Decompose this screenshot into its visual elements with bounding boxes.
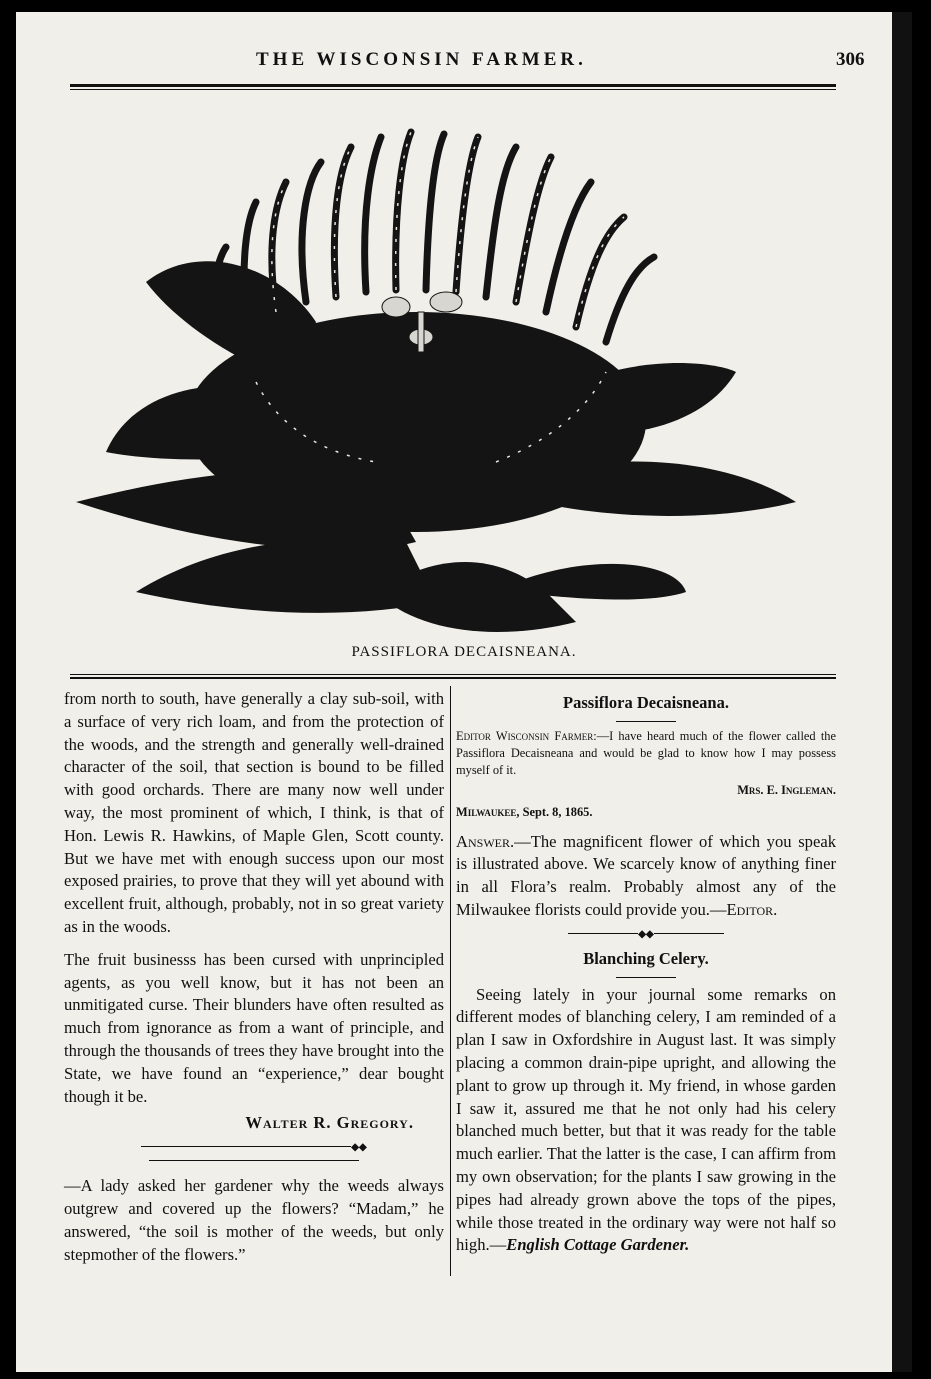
celery-paragraph [456,984,836,1258]
agents-paragraph: The fruit businesss has been cursed with unprincipled agents, as you well know, but it has not been an unmitigated curse. Their blunders have often resulted as much from ignorance as from a want of principle, and through the thousands of trees they have brought into the State, we have found an “experience,” dear bought though it be. [64,949,444,1106]
reader-letter [456,728,836,779]
letter-body: —I have heard much of the flower called the Passiflora Decaisneana and would be glad to know how I may possess myself of it. [456,728,836,777]
dateline-date: Sept. 8, 1865. [519,804,593,819]
celery-heading: Blanching Celery. [583,948,709,968]
celery-source: English Cottage Gardener. [506,1235,690,1255]
dateline [456,804,836,821]
right-column [456,690,836,1257]
orchards-paragraph: from north to south, have generally a clay sub-soil, with a surface of very rich loam, and from the protection of the woods, and the strength and generally well-drained character of the soil, that section is bound to be filled with good orchards. There are many now well under way, the most prominent of which, I think, is that of Hon. Lewis R. Hawkins, of Maple Glen, Scott county. But we have met with enough success upon our most exposed prairies, to prove that they will yet abound with excellent fruit, although, probably, not in so great variety as in the woods. [64,689,444,936]
short-rule [616,721,676,722]
answer-body: —The magnificent flower of which you speak is illustrated above. We scarcely know of anything finer in all Flora’s realm. Probably almost any of the Milwaukee florists could provide you.— [456,831,836,919]
weeds-anecdote: —A lady asked her gardener why the weeds always outgrew and covered up the flowers? “Madam,” he answered, “the soil is mother of the weeds, but only stepmother of the flowers.” [64,1176,444,1264]
dateline-place: Milwaukee, [456,804,520,819]
figure-caption: PASSIFLORA DECAISNEANA. [351,644,577,660]
letter-salutation: Editor Wisconsin Farmer: [456,728,597,743]
left-column [64,688,444,1266]
page-edge [892,12,912,1372]
ornament-glyph: ◆◆ [351,1142,367,1154]
section-rule [70,674,836,679]
passiflora-illustration [76,122,796,642]
column-divider [450,686,451,1276]
ornament-divider-right [456,928,836,942]
letter-signature: Mrs. E. Ingleman. [737,782,836,797]
short-rule-2 [616,977,676,978]
signature: Walter R. Gregory. [245,1113,414,1133]
ornament-divider [64,1141,444,1169]
passiflora-heading: Passiflora Decaisneana. [563,693,729,712]
page-number: 306 [836,49,865,70]
answer-editor: Editor. [726,899,778,919]
answer-label: Answer. [456,831,515,851]
answer-paragraph [456,831,836,922]
running-title: THE WISCONSIN FARMER. [256,49,587,70]
header-rule [70,84,836,90]
celery-body: Seeing lately in your journal some remarks on different modes of blanching celery, I am reminded of a plan I saw in Oxfordshire in August last. It was simply placing a common drain-pipe upright, and allowing the plant to grow up through it. My friend, in whose garden I saw it, assured me that he not only had his celery blanched much better, but that it was ready for the table much earlier. That the latter is the case, I can affirm from my own observation; for the plants I saw growing in the pipes had already grown above the tops of the pipes, while those treated in the ordinary way were not half so high.— [456,984,836,1255]
page [16,12,912,1372]
ornament-glyph-right: ◆◆ [638,928,654,940]
